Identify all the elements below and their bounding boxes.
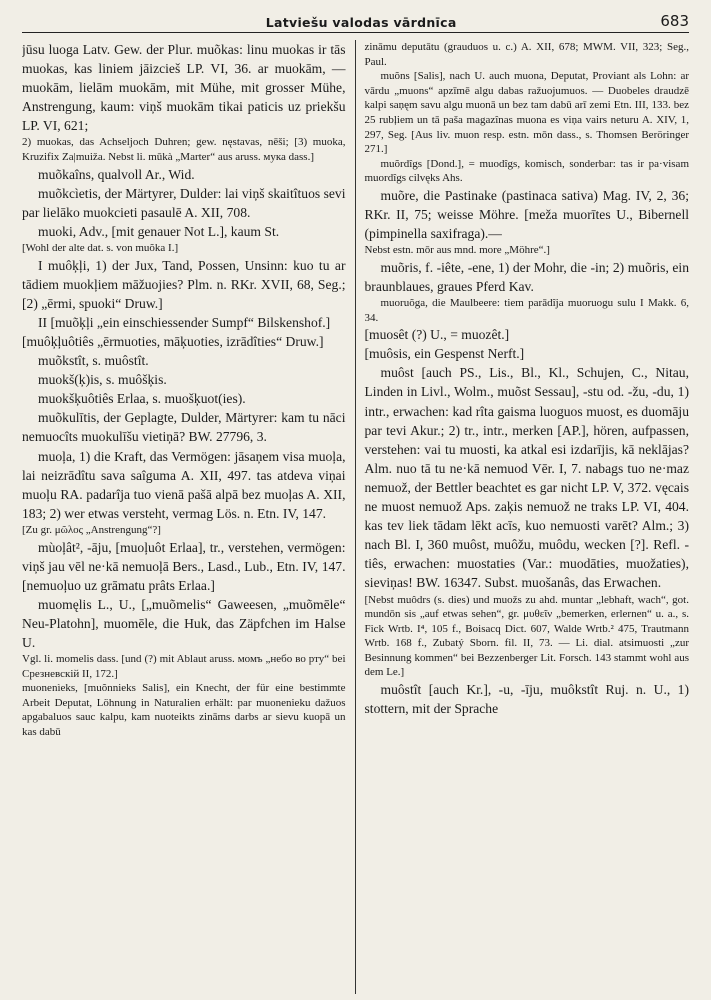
dictionary-entry: muoki, Adv., [mit genauer Not L.], kaum St. [38, 223, 280, 239]
dictionary-entry: [muôsis, ein Gespenst Nerft.] [364, 346, 525, 362]
dictionary-entry: muõrdîgs [Dond.], = muodîgs, komisch, sonderbar: tas ir pa·visam muordîgs cilvęks Ahs. [364, 157, 689, 185]
dictionary-entry: 2) muokas, das Achseljoch Duhren; gew. nęstavas, nēši; [3) muoka, Kruzifix Za|muiža. Nebst li. mūkà „Marter“ aus aruss. мука dass.] [22, 136, 346, 164]
dictionary-columns [22, 40, 689, 994]
dictionary-entry: muõkstît, s. muôstît. [38, 353, 149, 369]
dictionary-entry: mùoļât², -āju, [muoļuôt Erlaa], tr., verstehen, vermögen: viņš jau vēl ne·kā nemuoļā Bers., Lasd., Lub., Etn. IV, 147. [nemuoļuo uz grāmatu prâts Erlaa.] [22, 539, 346, 593]
dictionary-entry: muokš(ķ)is, s. muôšķis. [38, 372, 167, 388]
dictionary-entry: [Wohl der alte dat. s. von muõka I.] [22, 242, 179, 255]
dictionary-entry: muôstît [auch Kr.], -u, -īju, muôkstît Ruj. n. U., 1) stottern, mit der Sprache [364, 682, 689, 717]
dictionary-entry: muomęlis L., U., [„muõmelis“ Gaweesen, „muõmēle“ Neu-Platohn], muomēle, die Huk, das Zäpfchen im Halse U. [22, 596, 346, 650]
dictionary-entry: jūsu luoga Latv. Gew. der Plur. muõkas: linu muokas ir tās muokas, kas liniem jāizcieš LP. VI, 36. ar muokām, — muokām, lielām muokām, mit Mühe, mit grosser Mühe, Anstrengung, kaum: viņš muokām tikai paticis uz priekšu LP. VI, 621; [22, 42, 346, 134]
dictionary-entry: muõkaîns, qualvoll Ar., Wid. [38, 166, 195, 182]
dictionary-entry: muõkcìetis, der Märtyrer, Dulder: lai viņš skaitîtuos sevi par lielāko muokcieti pasaulē A. XII, 708. [22, 185, 346, 220]
dictionary-entry: II [muõķļi „ein einschiessender Sumpf“ Bilskenshof.] [38, 314, 331, 330]
dictionary-entry: muõris, f. -iête, -ene, 1) der Mohr, die -in; 2) muõris, ein braunblaues, graues Pferd Kav. [364, 259, 689, 294]
left-column [22, 40, 356, 994]
page-number: 683 [660, 12, 689, 30]
dictionary-entry: muõre, die Pastinake (pastinaca sativa) Mag. IV, 2, 36; RKr. II, 75; weisse Möhre. [meža muorītes U., Bibernell (pimpinella saxifraga).— [364, 187, 689, 242]
running-title: Latviešu valodas vārdnīca [265, 15, 457, 30]
dictionary-entry: muonenìeks, [muõnnieks Salis], ein Knecht, der für eine bestimmte Arbeit Deputat, Löhnung in Naturalien erhält: par muonenieku dažuos apgabaluos sauc kalpu, kam nuoteikts zināms darbs ar sievu kuopā un kas dabū [22, 682, 346, 739]
dictionary-entry: [Zu gr. μῶλος „Anstrengung“?] [22, 523, 161, 536]
dictionary-entry: Nebst estn. mōr aus mnd. more „Möhre“.] [364, 244, 550, 257]
page-header [22, 10, 689, 33]
dictionary-entry: [muosêt (?) U., = muozêt.] [364, 327, 510, 343]
dictionary-entry: muoruõga, die Maulbeere: tiem parādîja muoruogu sulu I Makk. 6, 34. [364, 297, 689, 324]
dictionary-entry: Vgl. li. momelis dass. [und (?) mit Ablaut aruss. момъ „небо во рту“ bei Срезневскій II, 172.] [22, 653, 346, 680]
dictionary-entry: muôst [auch PS., Lis., Bl., Kl., Schujen, C., Nitau, Linden in Livl., Wolm., muõst Sessau], -stu od. -žu, -du, 1) intr., erwachen: kad rîta gaisma luoguos muost, es duomāju par tevi Akur.; 2) tr., intr., merken [AP.], hören, aufpassen, verstehen: vai tu muosti, ka atkal esi izdarījis, kā neklājas? Alm. nuo tā tu ne·kā nemuod Vēr. I, 7. nabags tuo ne·maz nemuož, der Bettler beachtet es gar nicht LP. V, 372. vęcais ne muost nemuož Aps. zaķis nemuož ne traks LP. VI, 404. kas tev liek tādam lēkt acīs, kuo nemuosti varēt? Alm.; 3) nach Bl. I, 360 muôst, muôžu, muôdu, wecken [?]. Refl. -tiês, erwachen: muostaties (Var.: muodāties, muožaties), sieviņas! BW. 16347. Subst. muošanâs, das Erwachen. [364, 365, 689, 591]
right-column [356, 40, 690, 994]
dictionary-entry: muõkulītis, der Geplagte, Dulder, Märtyrer: kam tu nāci nemuocîts muokulīšu vietiņā? BW. 27796, 3. [22, 410, 346, 445]
dictionary-entry: [muôķļuôtiês „ērmuoties, māķuoties, izrādîties“ Druw.] [22, 334, 324, 349]
dictionary-entry: zināmu deputātu (grauduos u. c.) A. XII, 678; MWM. VII, 323; Seg., Paul. [364, 41, 689, 68]
dictionary-entry: I muôķļi, 1) der Jux, Tand, Possen, Unsinn: kuo tu ar tādiem muokļiem māžuojies? Plm. n. RKr. XVII, 68, Seg.; [2) „ērmi, spuoki“ Druw.] [22, 257, 346, 311]
dictionary-entry: [Nebst muôdrs (s. dies) und muožs zu ahd. muntar „lebhaft, wach“, got. mundōn sis „auf etwas sehen“, gr. μυθεῖν „bemerken, erlernen“ u. a., s. Fick Wrtb. I⁴, 105 f., Boisacq Dict. 607, Walde Wrtb.² 475, Trautmann Wrtb. 168 f., Zubatý Sborn. fil. II, 73. — Li. dial. atsimuosti „zur Besinnung kommen“ bei Bezzenberger Lit. Forsch. 143 stammt wohl aus dem Le.] [364, 593, 689, 679]
dictionary-entry: muõns [Salis], nach U. auch muona, Deputat, Proviant als Lohn: ar vārdu „muons“ apzīmē algu dabas ražuojumuos. — Duobeles draudzē kalpi saņęm savu algu muonā un bez tam dabū arī zemi Etn. III, 133. bez 25 rubļiem un tā paša magazînas muona es viņa vairs neturu A. XIV, 1, 297, Seg. [Aus liv. muon resp. estn. mōn dass., s. Thomsen Beröringer 271.] [364, 70, 689, 156]
dictionary-entry: muoļa, 1) die Kraft, das Vermögen: jāsaņem visa muoļa, lai neizrādîtu sava saîguma A. XII, 497. tas atdeva viņai muoļu RA. padarîja tuo vienā pašā alpā bez muoļas A. XII, 183; 2) wer etwas versteht, vermag Lös. n. Etn. IV, 147. [22, 448, 346, 521]
dictionary-entry: muokšķuôtiês Erlaa, s. muošķuot(ies). [38, 391, 246, 407]
